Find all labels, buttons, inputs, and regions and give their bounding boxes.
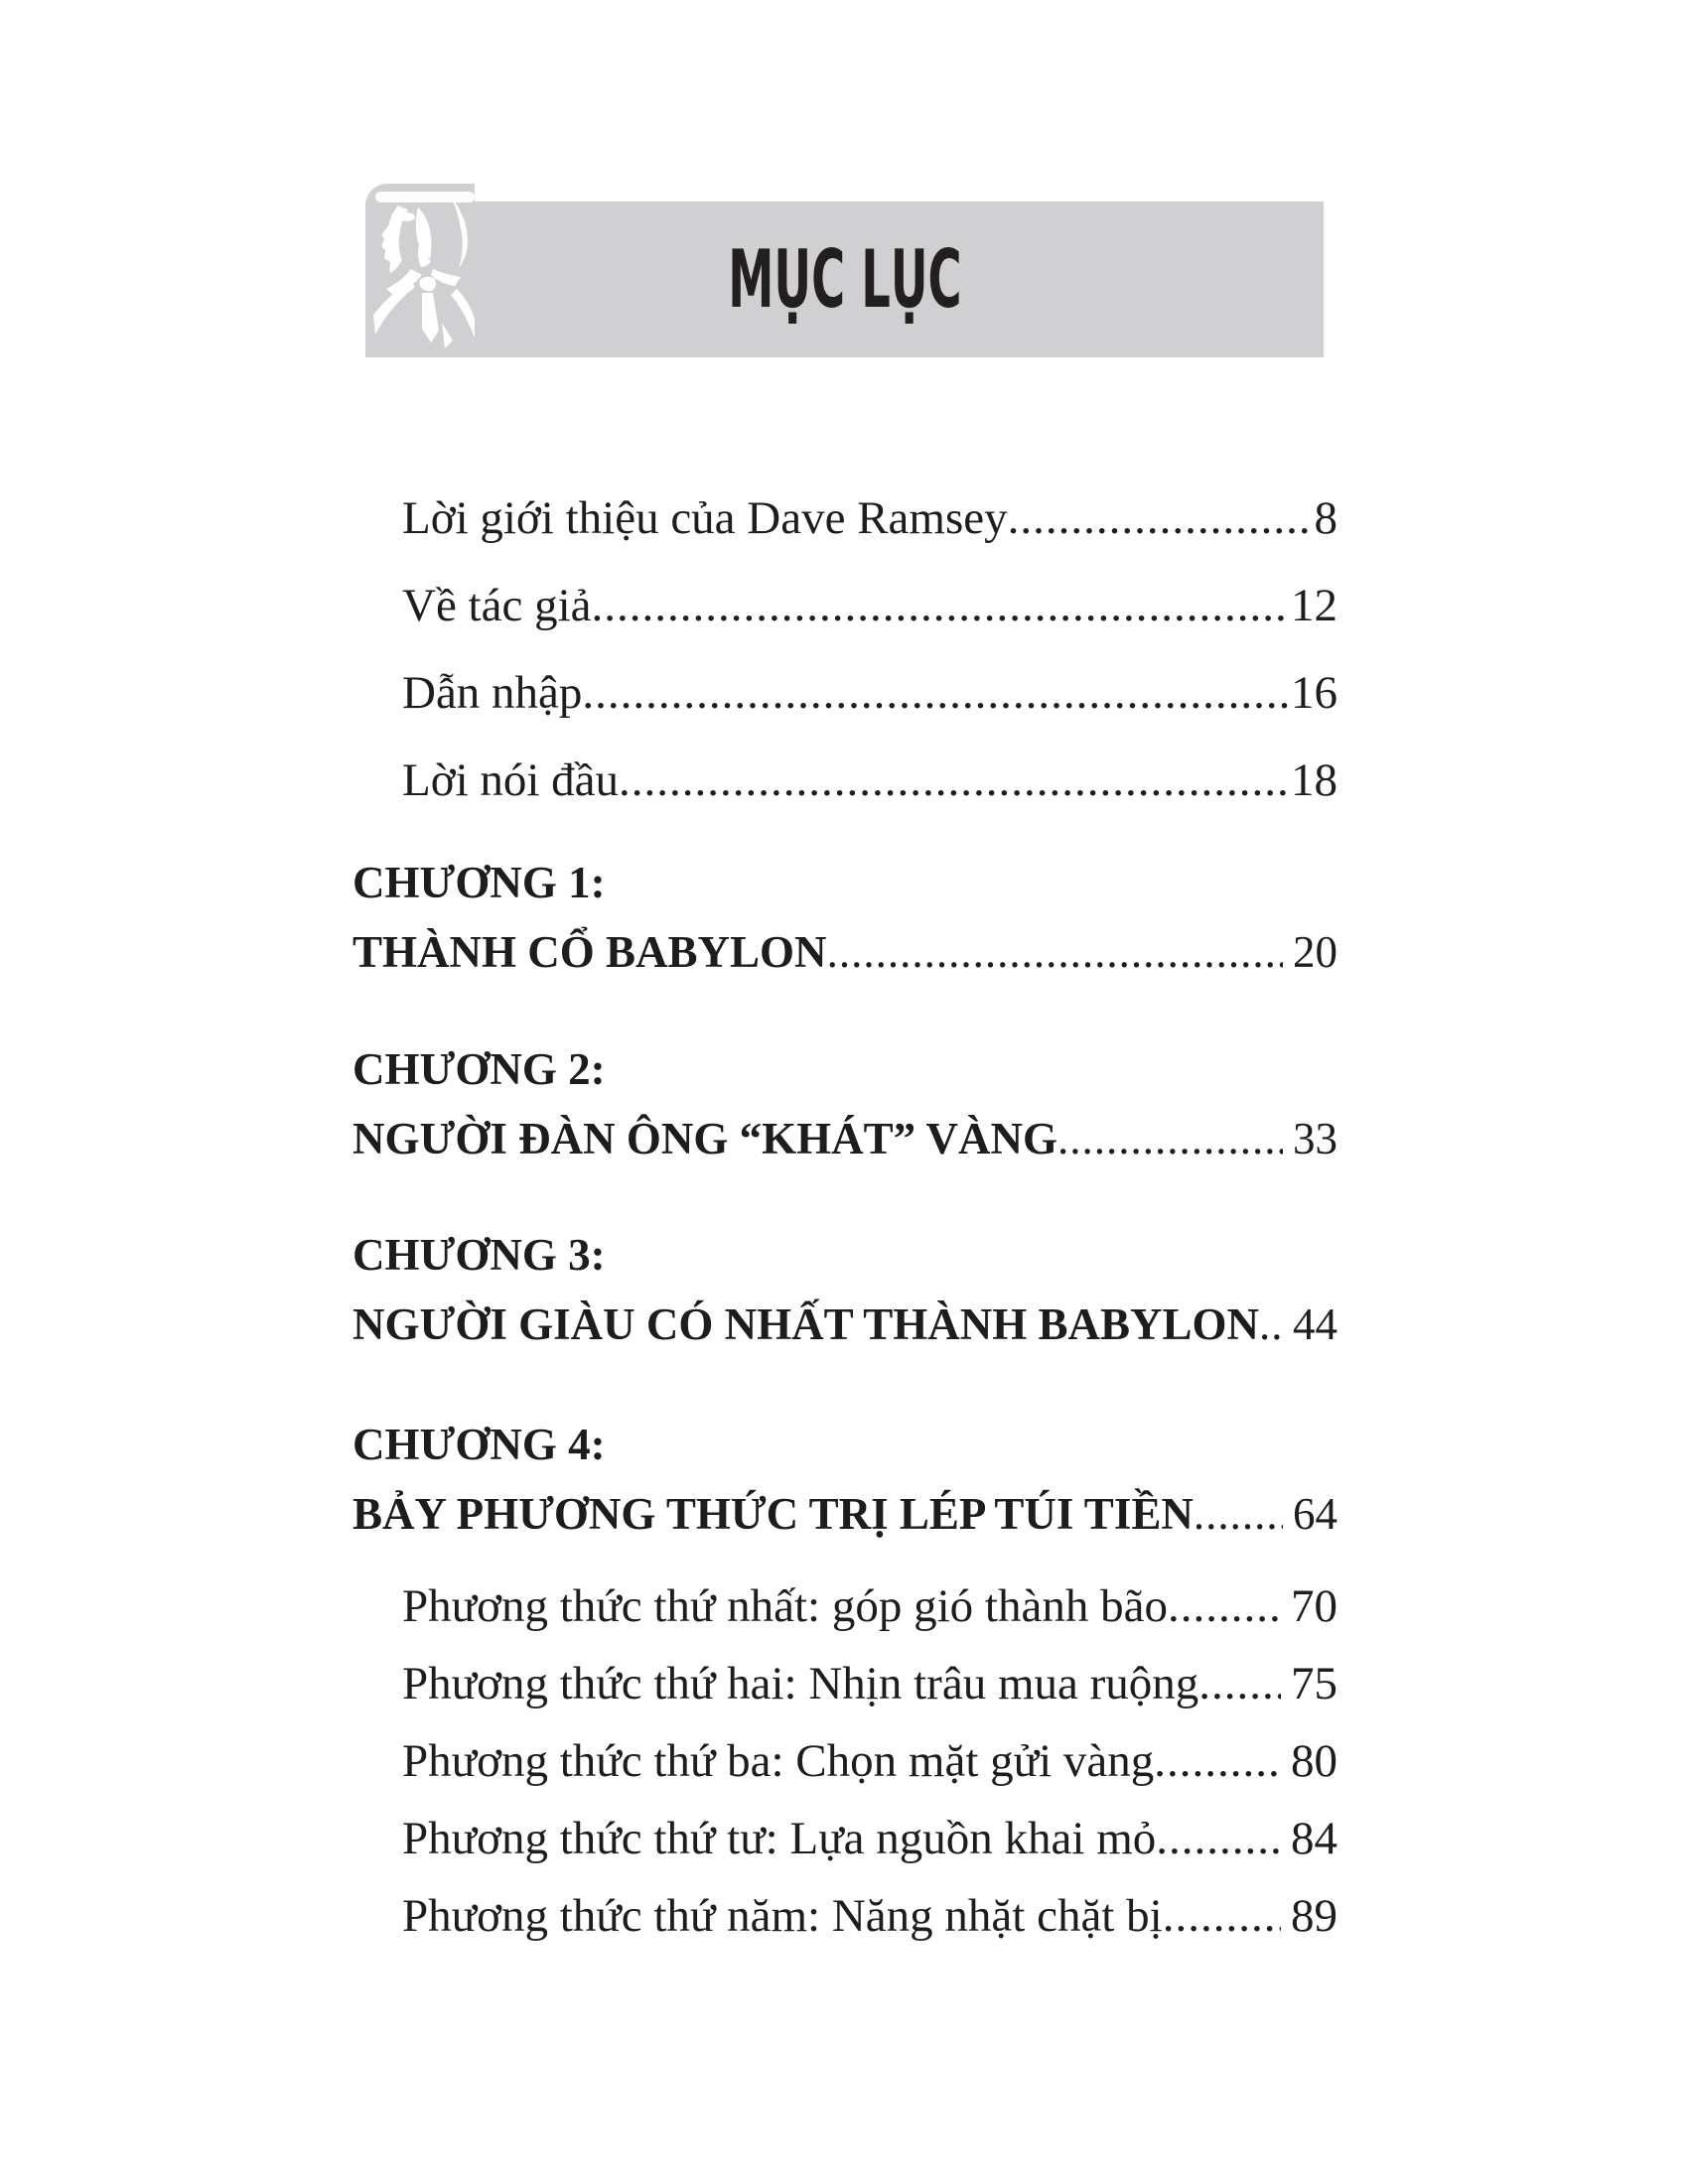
- dot-leader: [1259, 1290, 1283, 1359]
- page-number: 89: [1291, 1890, 1337, 1942]
- chapter-heading: CHƯƠNG 4:: [352, 1420, 606, 1469]
- entry-label: Về tác giả: [402, 580, 592, 631]
- page-number: 8: [1314, 492, 1337, 544]
- publisher-logo-icon: [365, 184, 475, 357]
- toc-entry-method-2[interactable]: [352, 1645, 1337, 1722]
- toc-entry-intro[interactable]: [352, 475, 1337, 562]
- page-number: 44: [1293, 1299, 1337, 1349]
- toc-list: [352, 475, 1337, 1955]
- dot-leader: [592, 562, 1289, 649]
- toc-entry-method-4[interactable]: [352, 1800, 1337, 1877]
- page-number: 12: [1291, 580, 1337, 631]
- entry-label: Phương thức thứ nhất: góp gió thành bão: [402, 1580, 1168, 1632]
- entry-label: Lời nói đầu: [402, 754, 620, 806]
- dot-leader: [1198, 1645, 1281, 1722]
- entry-label: Phương thức thứ ba: Chọn mặt gửi vàng: [402, 1735, 1155, 1787]
- chapter-heading: CHƯƠNG 2:: [352, 1044, 606, 1094]
- entry-label: Dẫn nhập: [402, 667, 583, 719]
- toc-chapter-3[interactable]: [352, 1220, 1337, 1359]
- page-number: 16: [1291, 667, 1337, 719]
- page-title: MỤC LỤC: [727, 233, 962, 326]
- toc-entry-preamble[interactable]: [352, 649, 1337, 737]
- dot-leader: [1194, 1479, 1283, 1549]
- dot-leader: [1008, 475, 1313, 562]
- toc-chapter-1[interactable]: [352, 848, 1337, 987]
- chapter-heading: CHƯƠNG 3:: [352, 1230, 606, 1280]
- page-number: 64: [1293, 1489, 1337, 1539]
- dot-leader: [1156, 1800, 1281, 1877]
- dot-leader: [1163, 1877, 1281, 1955]
- page-number: 18: [1291, 754, 1337, 806]
- toc-entry-method-3[interactable]: [352, 1722, 1337, 1800]
- chapter-title: THÀNH CỔ BABYLON: [352, 927, 827, 977]
- chapter-heading: CHƯƠNG 1:: [352, 858, 606, 907]
- toc-chapter-2[interactable]: [352, 1034, 1337, 1173]
- toc-entry-foreword[interactable]: [352, 737, 1337, 824]
- chapter-title: BẢY PHƯƠNG THỨC TRỊ LÉP TÚI TIỀN: [352, 1489, 1194, 1539]
- entry-label: Lời giới thiệu của Dave Ramsey: [402, 492, 1008, 544]
- page-number: 80: [1291, 1735, 1337, 1787]
- toc-chapter-4[interactable]: [352, 1410, 1337, 1549]
- chapter-title-row: [352, 917, 1337, 987]
- page-number: 33: [1293, 1114, 1337, 1163]
- page-number: 20: [1293, 927, 1337, 977]
- chapter-title: NGƯỜI ĐÀN ÔNG “KHÁT” VÀNG: [352, 1114, 1058, 1163]
- dot-leader: [582, 649, 1289, 737]
- entry-label: Phương thức thứ năm: Năng nhặt chặt bị: [402, 1890, 1163, 1942]
- toc-entry-method-5[interactable]: [352, 1877, 1337, 1955]
- page-number: 70: [1291, 1580, 1337, 1632]
- page-number: 84: [1291, 1813, 1337, 1864]
- dot-leader: [827, 917, 1283, 987]
- dot-leader: [1154, 1722, 1281, 1800]
- dot-leader: [619, 737, 1289, 824]
- dot-leader: [1168, 1568, 1281, 1645]
- chapter-title-row: [352, 1479, 1337, 1549]
- page-number: 75: [1291, 1658, 1337, 1709]
- entry-label: Phương thức thứ tư: Lựa nguồn khai mỏ: [402, 1813, 1157, 1864]
- chapter-title: NGƯỜI GIÀU CÓ NHẤT THÀNH BABYLON: [352, 1299, 1260, 1349]
- toc-entry-method-1[interactable]: [352, 1568, 1337, 1645]
- chapter-title-row: [352, 1104, 1337, 1173]
- chapter-title-row: [352, 1290, 1337, 1359]
- entry-label: Phương thức thứ hai: Nhịn trâu mua ruộng: [402, 1658, 1199, 1709]
- title-banner: [365, 202, 1324, 357]
- toc-entry-about-author[interactable]: [352, 562, 1337, 649]
- dot-leader: [1057, 1104, 1283, 1173]
